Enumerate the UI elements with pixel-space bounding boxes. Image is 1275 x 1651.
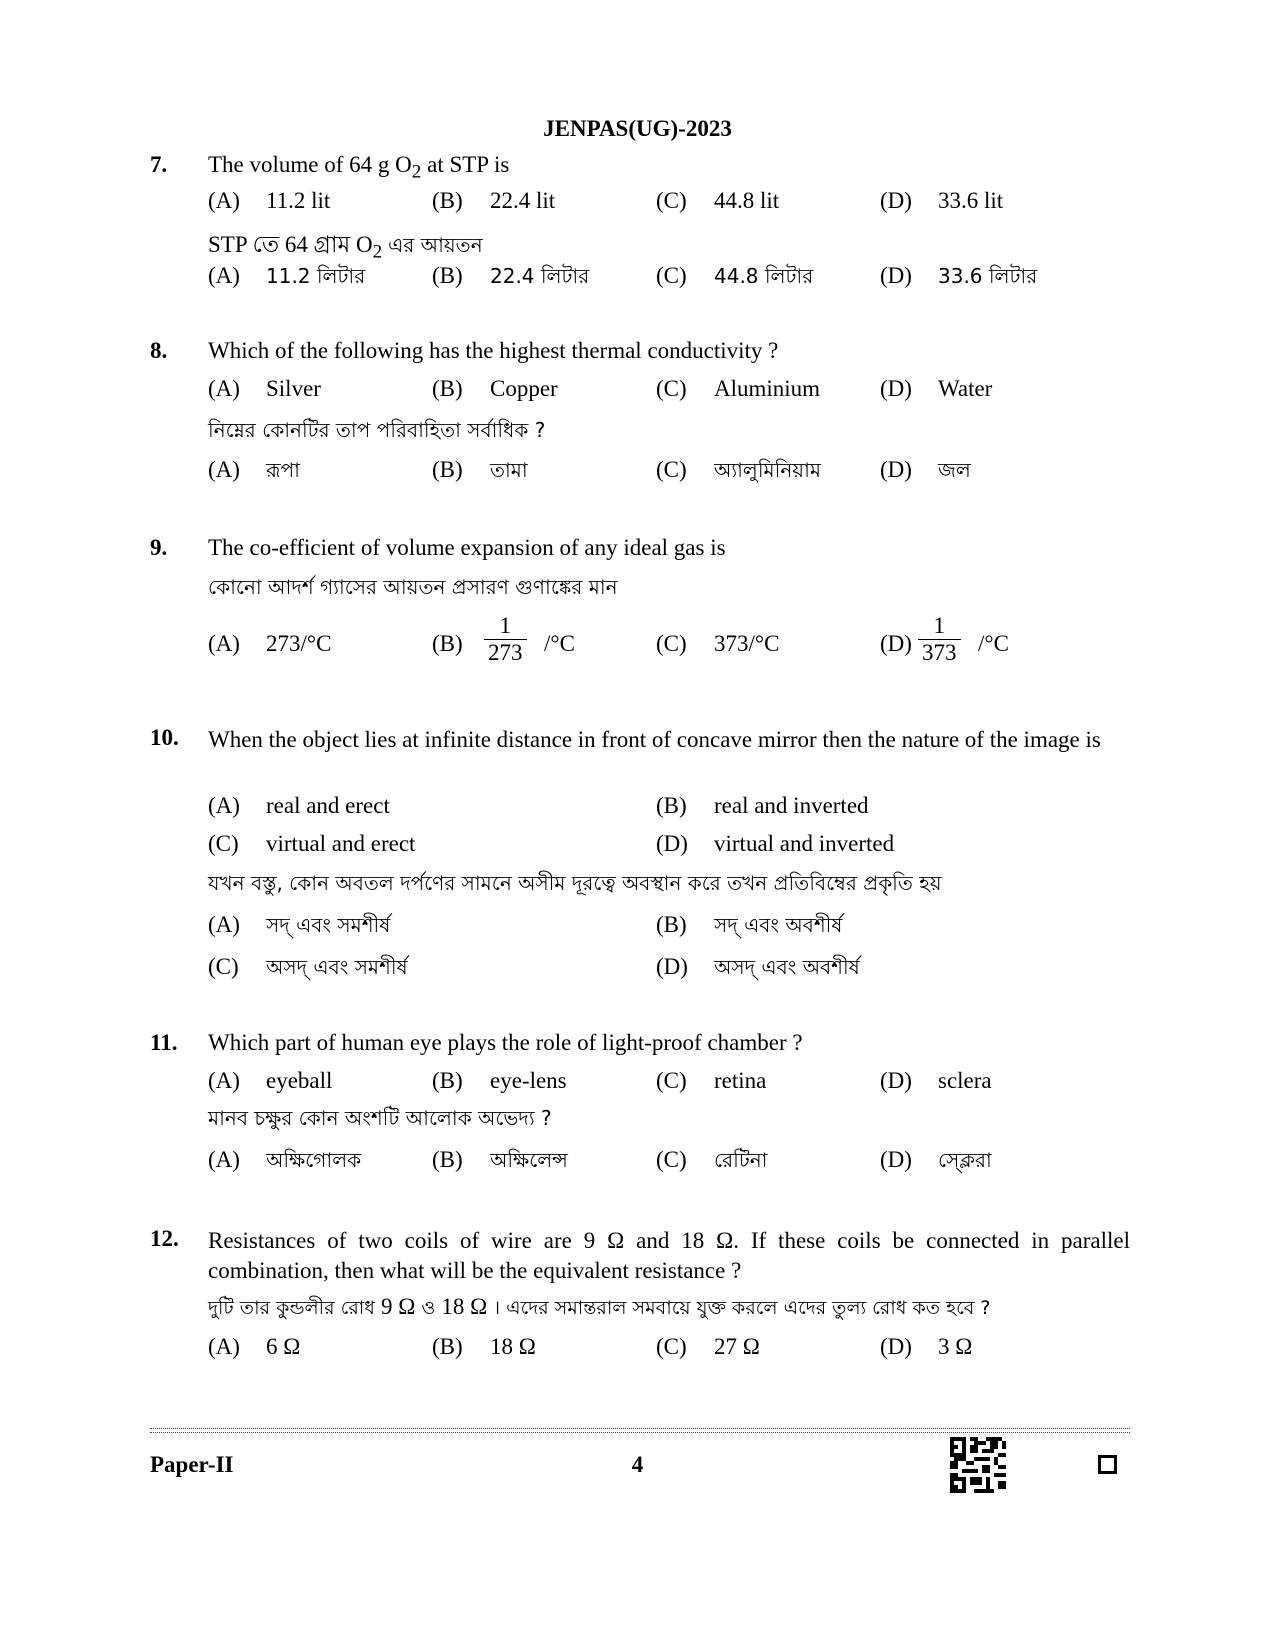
option-b-bn[interactable]: (B) অক্ষিলেন্স — [432, 1147, 568, 1172]
option-c[interactable]: (C) 373/°C — [656, 631, 780, 656]
question-text-en: The co-efficient of volume expansion of any ideal gas is — [208, 535, 726, 560]
question-text-bn: STP তে 64 গ্রাম $O_2$ এর আয়তন — [208, 232, 483, 263]
option-d-en[interactable]: (D) sclera — [880, 1068, 992, 1093]
option-b[interactable]: (B) 18 Ω — [432, 1334, 536, 1359]
question-text-en: When the object lies at infinite distance in front of concave mirror then the nature of the image is — [208, 727, 1101, 752]
question-number: 9. — [150, 535, 168, 560]
corner-square-icon — [1098, 1455, 1117, 1474]
option-c-en[interactable]: (C) Aluminium — [656, 376, 821, 401]
option-d-en[interactable]: (D) Water — [880, 376, 993, 401]
option-b-bn[interactable]: (B) তামা — [432, 457, 528, 482]
question-number: 8. — [150, 338, 168, 363]
option-a-en[interactable]: (A) Silver — [208, 376, 321, 401]
option-b-bn[interactable]: (B) সদ্ এবং অবশীর্ষ — [656, 912, 843, 937]
question-text-bn: কোনো আদর্শ গ্যাসের আয়তন প্রসারণ গুণাঙ্কের মান — [208, 575, 618, 599]
option-d[interactable]: (D) — [880, 631, 912, 656]
question-number: 10. — [150, 725, 179, 750]
option-d-en[interactable]: (D) virtual and inverted — [656, 831, 895, 856]
option-a-en[interactable]: (A) 11.2 lit — [208, 188, 331, 213]
option-a-en[interactable]: (A) real and erect — [208, 793, 390, 818]
question-8 — [150, 338, 1130, 488]
qr-code — [950, 1437, 1006, 1493]
option-d-bn[interactable]: (D) জল — [880, 457, 971, 482]
question-text-bn: নিম্নের কোনটির তাপ পরিবাহিতা সর্বাধিক ? — [208, 418, 546, 442]
option-b-en[interactable]: (B) eye-lens — [432, 1068, 567, 1093]
question-text-bn: যখন বস্তু, কোন অবতল দর্পণের সামনে অসীম দূরত্বে অবস্থান করে তখন প্রতিবিম্বের প্রকৃতি হয় — [208, 871, 942, 895]
option-a[interactable]: (A) 6 Ω — [208, 1334, 301, 1359]
option-a-bn[interactable]: (A) সদ্ এবং সমশীর্ষ — [208, 912, 391, 937]
confidential-strip — [150, 1428, 1130, 1433]
question-text-bn: মানব চক্ষুর কোন অংশটি আলোক অভেদ্য ? — [208, 1106, 552, 1130]
question-text-en: Which of the following has the highest thermal conductivity ? — [208, 338, 779, 363]
option-c-en[interactable]: (C) virtual and erect — [208, 831, 416, 856]
option-a-bn[interactable]: (A) রূপা — [208, 457, 300, 482]
option-b-fraction: $\frac{1}{273}$ — [484, 613, 527, 666]
option-c-bn[interactable]: (C) অ্যালুমিনিয়াম — [656, 457, 821, 482]
option-d-fraction: $\frac{1}{373}$ — [918, 613, 961, 666]
option-c-en[interactable]: (C) 44.8 lit — [656, 188, 780, 213]
question-text-en: The volume of 64 g $O_2$ at STP is — [208, 152, 510, 183]
question-10 — [150, 725, 1130, 985]
question-9 — [150, 535, 1130, 675]
page-header: JENPAS(UG)-2023 — [543, 116, 732, 141]
question-11 — [150, 1030, 1130, 1180]
option-b-en[interactable]: (B) Copper — [432, 376, 558, 401]
option-d-bn[interactable]: (D) অসদ্ এবং অবশীর্ষ — [656, 954, 860, 979]
option-a-bn[interactable]: (A) অক্ষিগোলক — [208, 1147, 362, 1172]
paper-label: Paper-II — [150, 1452, 234, 1477]
option-a[interactable]: (A) 273/°C — [208, 631, 332, 656]
question-text-en: Which part of human eye plays the role of light-proof chamber ? — [208, 1030, 803, 1055]
option-d-bn[interactable]: (D) 33.6 লিটার — [880, 263, 1038, 288]
option-d[interactable]: (D) 3 Ω — [880, 1334, 973, 1359]
option-b[interactable]: (B) — [432, 631, 463, 656]
option-b-en[interactable]: (B) real and inverted — [656, 793, 869, 818]
option-c-bn[interactable]: (C) অসদ্ এবং সমশীর্ষ — [208, 954, 408, 979]
option-a-bn[interactable]: (A) 11.2 লিটার — [208, 263, 366, 288]
question-7 — [150, 152, 1130, 292]
option-b-unit: /°C — [544, 631, 575, 656]
question-12 — [150, 1226, 1130, 1416]
page-number: 4 — [631, 1452, 644, 1477]
option-d-en[interactable]: (D) 33.6 lit — [880, 188, 1004, 213]
question-text-bn: দুটি তার কুন্ডলীর রোধ 9 Ω ও 18 Ω । এদের সমান্তরাল সমবায়ে যুক্ত করলে এদের তুল্য রোধ কত হবে ? — [208, 1294, 991, 1319]
option-d-unit: /°C — [978, 631, 1009, 656]
option-c-en[interactable]: (C) retina — [656, 1068, 767, 1093]
question-number: 7. — [150, 152, 168, 177]
option-a-en[interactable]: (A) eyeball — [208, 1068, 333, 1093]
question-text-en: Resistances of two coils of wire are 9 Ω and 18 Ω. If these coils be connected in parallel combination, then what will be the equivalent resistance ? — [208, 1228, 1130, 1283]
question-number: 12. — [150, 1226, 179, 1251]
option-c-bn[interactable]: (C) রেটিনা — [656, 1147, 768, 1172]
option-b-bn[interactable]: (B) 22.4 লিটার — [432, 263, 590, 288]
question-number: 11. — [150, 1030, 178, 1055]
option-c-bn[interactable]: (C) 44.8 লিটার — [656, 263, 814, 288]
option-c[interactable]: (C) 27 Ω — [656, 1334, 760, 1359]
option-b-en[interactable]: (B) 22.4 lit — [432, 188, 556, 213]
option-d-bn[interactable]: (D) স্ক্লেরা — [880, 1147, 992, 1172]
